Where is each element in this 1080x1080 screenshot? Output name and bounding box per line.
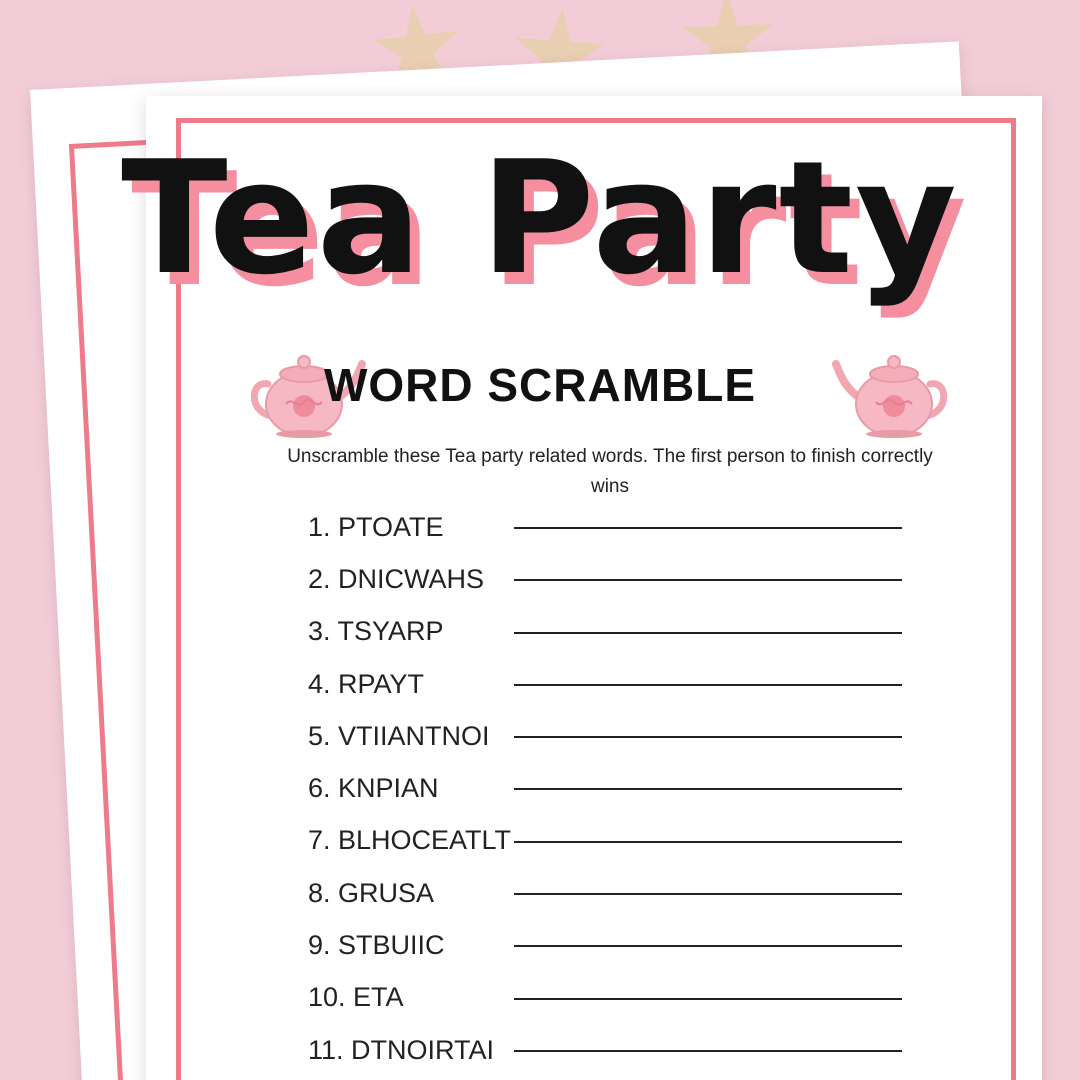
answer-line[interactable] bbox=[514, 527, 902, 529]
list-item bbox=[308, 501, 908, 553]
answer-line[interactable] bbox=[514, 1050, 902, 1052]
list-item bbox=[308, 553, 908, 605]
list-item bbox=[308, 606, 908, 658]
scrambled-word: 7. BLHOCEATLT bbox=[308, 825, 512, 856]
scrambled-word: 6. KNPIAN bbox=[308, 773, 439, 804]
scrambled-word: 8. GRUSA bbox=[308, 877, 435, 908]
list-item bbox=[308, 762, 908, 814]
scrambled-word: 1. PTOATE bbox=[308, 511, 444, 542]
list-item bbox=[308, 1024, 908, 1076]
answer-line[interactable] bbox=[514, 893, 902, 895]
answer-line[interactable] bbox=[514, 579, 902, 581]
scramble-word-list bbox=[308, 501, 908, 1076]
section-subtitle: WORD SCRAMBLE bbox=[323, 359, 757, 411]
scrambled-word: 9. STBUIIC bbox=[308, 930, 445, 961]
answer-line[interactable] bbox=[514, 736, 902, 738]
answer-line[interactable] bbox=[514, 998, 902, 1000]
answer-line[interactable] bbox=[514, 684, 902, 686]
answer-line[interactable] bbox=[514, 632, 902, 634]
list-item bbox=[308, 710, 908, 762]
list-item bbox=[308, 815, 908, 867]
scrambled-word: 3. TSYARP bbox=[308, 616, 444, 647]
list-item bbox=[308, 919, 908, 971]
answer-line[interactable] bbox=[514, 945, 902, 947]
page-title: Tea Party bbox=[121, 127, 959, 309]
scrambled-word: 5. VTIIANTNOI bbox=[308, 720, 490, 751]
scrambled-word: 10. ETA bbox=[308, 982, 404, 1013]
answer-line[interactable] bbox=[514, 788, 902, 790]
scrambled-word: 11. DTNOIRTAI bbox=[308, 1034, 495, 1065]
list-item bbox=[308, 658, 908, 710]
answer-line[interactable] bbox=[514, 841, 902, 843]
instructions-text: Unscramble these Tea party related words. The first person to finish correctly wins bbox=[287, 446, 933, 497]
scrambled-word: 4. RPAYT bbox=[308, 668, 425, 699]
list-item bbox=[308, 867, 908, 919]
scrambled-word: 2. DNICWAHS bbox=[308, 563, 485, 594]
list-item bbox=[308, 972, 908, 1024]
